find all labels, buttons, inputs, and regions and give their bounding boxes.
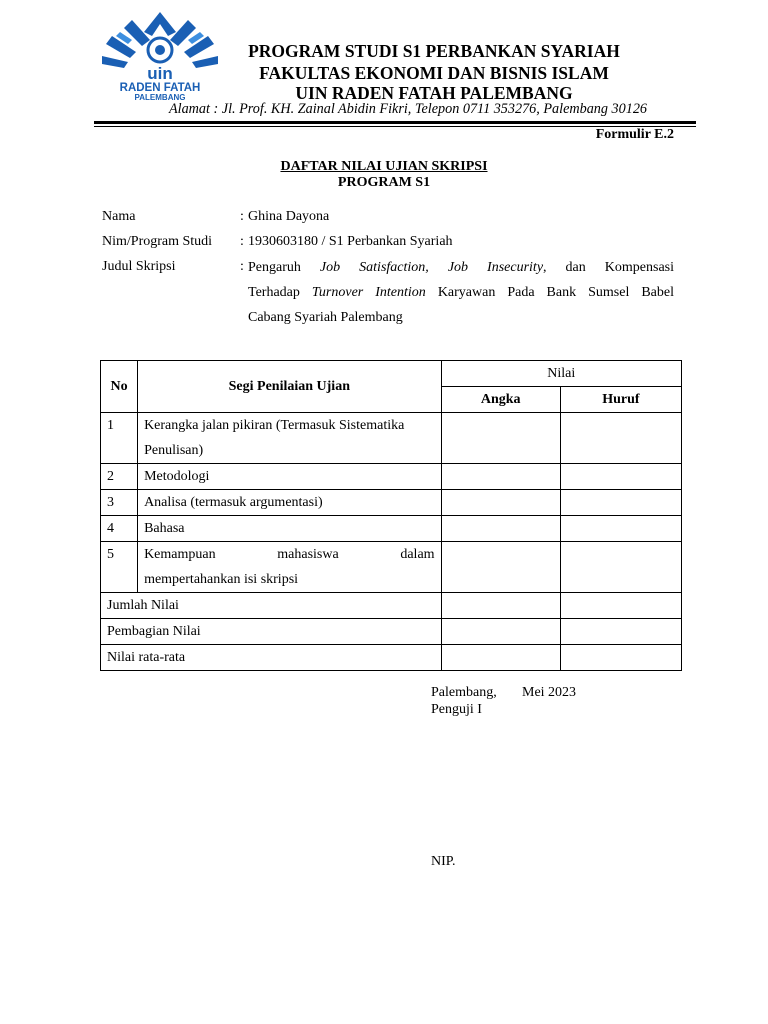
document-subtitle: PROGRAM S1 bbox=[337, 175, 431, 190]
signature-role: Penguji I bbox=[431, 702, 482, 717]
col-header-huruf: Huruf bbox=[560, 387, 681, 413]
judul-colon: : bbox=[240, 259, 244, 274]
table-row bbox=[101, 464, 682, 490]
document-title: DAFTAR NILAI UJIAN SKRIPSI bbox=[280, 159, 488, 174]
signature-date: Mei 2023 bbox=[522, 685, 577, 700]
summary-row bbox=[101, 645, 682, 671]
angka-cell[interactable] bbox=[441, 645, 560, 671]
header-university: UIN RADEN FATAH PALEMBANG bbox=[295, 83, 573, 103]
svg-text:uin: uin bbox=[147, 64, 173, 83]
summary-label: Pembagian Nilai bbox=[101, 619, 442, 645]
angka-cell[interactable] bbox=[441, 413, 560, 464]
summary-label: Jumlah Nilai bbox=[101, 593, 442, 619]
huruf-cell[interactable] bbox=[560, 464, 681, 490]
svg-text:PALEMBANG: PALEMBANG bbox=[134, 93, 186, 102]
signature-place: Palembang, bbox=[431, 685, 497, 700]
col-header-segi: Segi Penilaian Ujian bbox=[138, 361, 442, 413]
grade-table bbox=[100, 360, 682, 671]
judul-line-3: Cabang Syariah Palembang bbox=[248, 310, 403, 325]
header-address: Alamat : Jl. Prof. KH. Zainal Abidin Fikri, Telepon 0711 353276, Palembang 30126 bbox=[168, 101, 648, 117]
header-rule-thick bbox=[94, 121, 696, 124]
angka-cell[interactable] bbox=[441, 619, 560, 645]
table-row bbox=[101, 413, 682, 464]
huruf-cell[interactable] bbox=[560, 413, 681, 464]
header-faculty: FAKULTAS EKONOMI DAN BISNIS ISLAM bbox=[259, 63, 609, 83]
row-no: 4 bbox=[101, 516, 138, 542]
form-code: Formulir E.2 bbox=[595, 127, 674, 142]
huruf-cell[interactable] bbox=[560, 619, 681, 645]
svg-text:RADEN FATAH: RADEN FATAH bbox=[119, 82, 201, 94]
nim-label: Nim/Program Studi bbox=[102, 234, 213, 249]
col-header-angka: Angka bbox=[441, 387, 560, 413]
huruf-cell[interactable] bbox=[560, 516, 681, 542]
table-row bbox=[101, 542, 682, 593]
judul-line-2: Terhadap Turnover Intention Karyawan Pada Bank Sumsel Babel bbox=[248, 285, 675, 300]
huruf-cell[interactable] bbox=[560, 593, 681, 619]
row-no: 5 bbox=[101, 542, 138, 593]
nim-value: 1930603180 / S1 Perbankan Syariah bbox=[248, 234, 453, 249]
name-value: Ghina Dayona bbox=[248, 209, 330, 224]
col-header-no: No bbox=[101, 361, 138, 413]
name-colon: : bbox=[240, 209, 244, 224]
row-no: 1 bbox=[101, 413, 138, 464]
summary-row bbox=[101, 593, 682, 619]
row-criterion: Kemampuan mahasiswa dalam mempertahankan isi skripsi bbox=[138, 542, 442, 593]
row-criterion: Kerangka jalan pikiran (Termasuk Sistematika Penulisan) bbox=[138, 413, 442, 464]
col-header-nilai: Nilai bbox=[441, 361, 681, 387]
judul-label: Judul Skripsi bbox=[102, 259, 176, 274]
angka-cell[interactable] bbox=[441, 464, 560, 490]
row-criterion: Analisa (termasuk argumentasi) bbox=[138, 490, 442, 516]
judul-value bbox=[248, 255, 674, 330]
angka-cell[interactable] bbox=[441, 593, 560, 619]
row-no: 2 bbox=[101, 464, 138, 490]
angka-cell[interactable] bbox=[441, 490, 560, 516]
summary-row bbox=[101, 619, 682, 645]
summary-label: Nilai rata-rata bbox=[101, 645, 442, 671]
huruf-cell[interactable] bbox=[560, 645, 681, 671]
angka-cell[interactable] bbox=[441, 516, 560, 542]
signature-nip: NIP. bbox=[431, 854, 456, 869]
nim-colon: : bbox=[240, 234, 244, 249]
judul-line-1: Pengaruh Job Satisfaction, Job Insecurity, dan Kompensasi bbox=[248, 260, 675, 275]
row-criterion: Bahasa bbox=[138, 516, 442, 542]
header-program: PROGRAM STUDI S1 PERBANKAN SYARIAH bbox=[248, 41, 620, 61]
table-row bbox=[101, 516, 682, 542]
name-label: Nama bbox=[102, 209, 136, 224]
row-criterion: Metodologi bbox=[138, 464, 442, 490]
huruf-cell[interactable] bbox=[560, 542, 681, 593]
angka-cell[interactable] bbox=[441, 542, 560, 593]
table-row bbox=[101, 490, 682, 516]
row-no: 3 bbox=[101, 490, 138, 516]
huruf-cell[interactable] bbox=[560, 490, 681, 516]
